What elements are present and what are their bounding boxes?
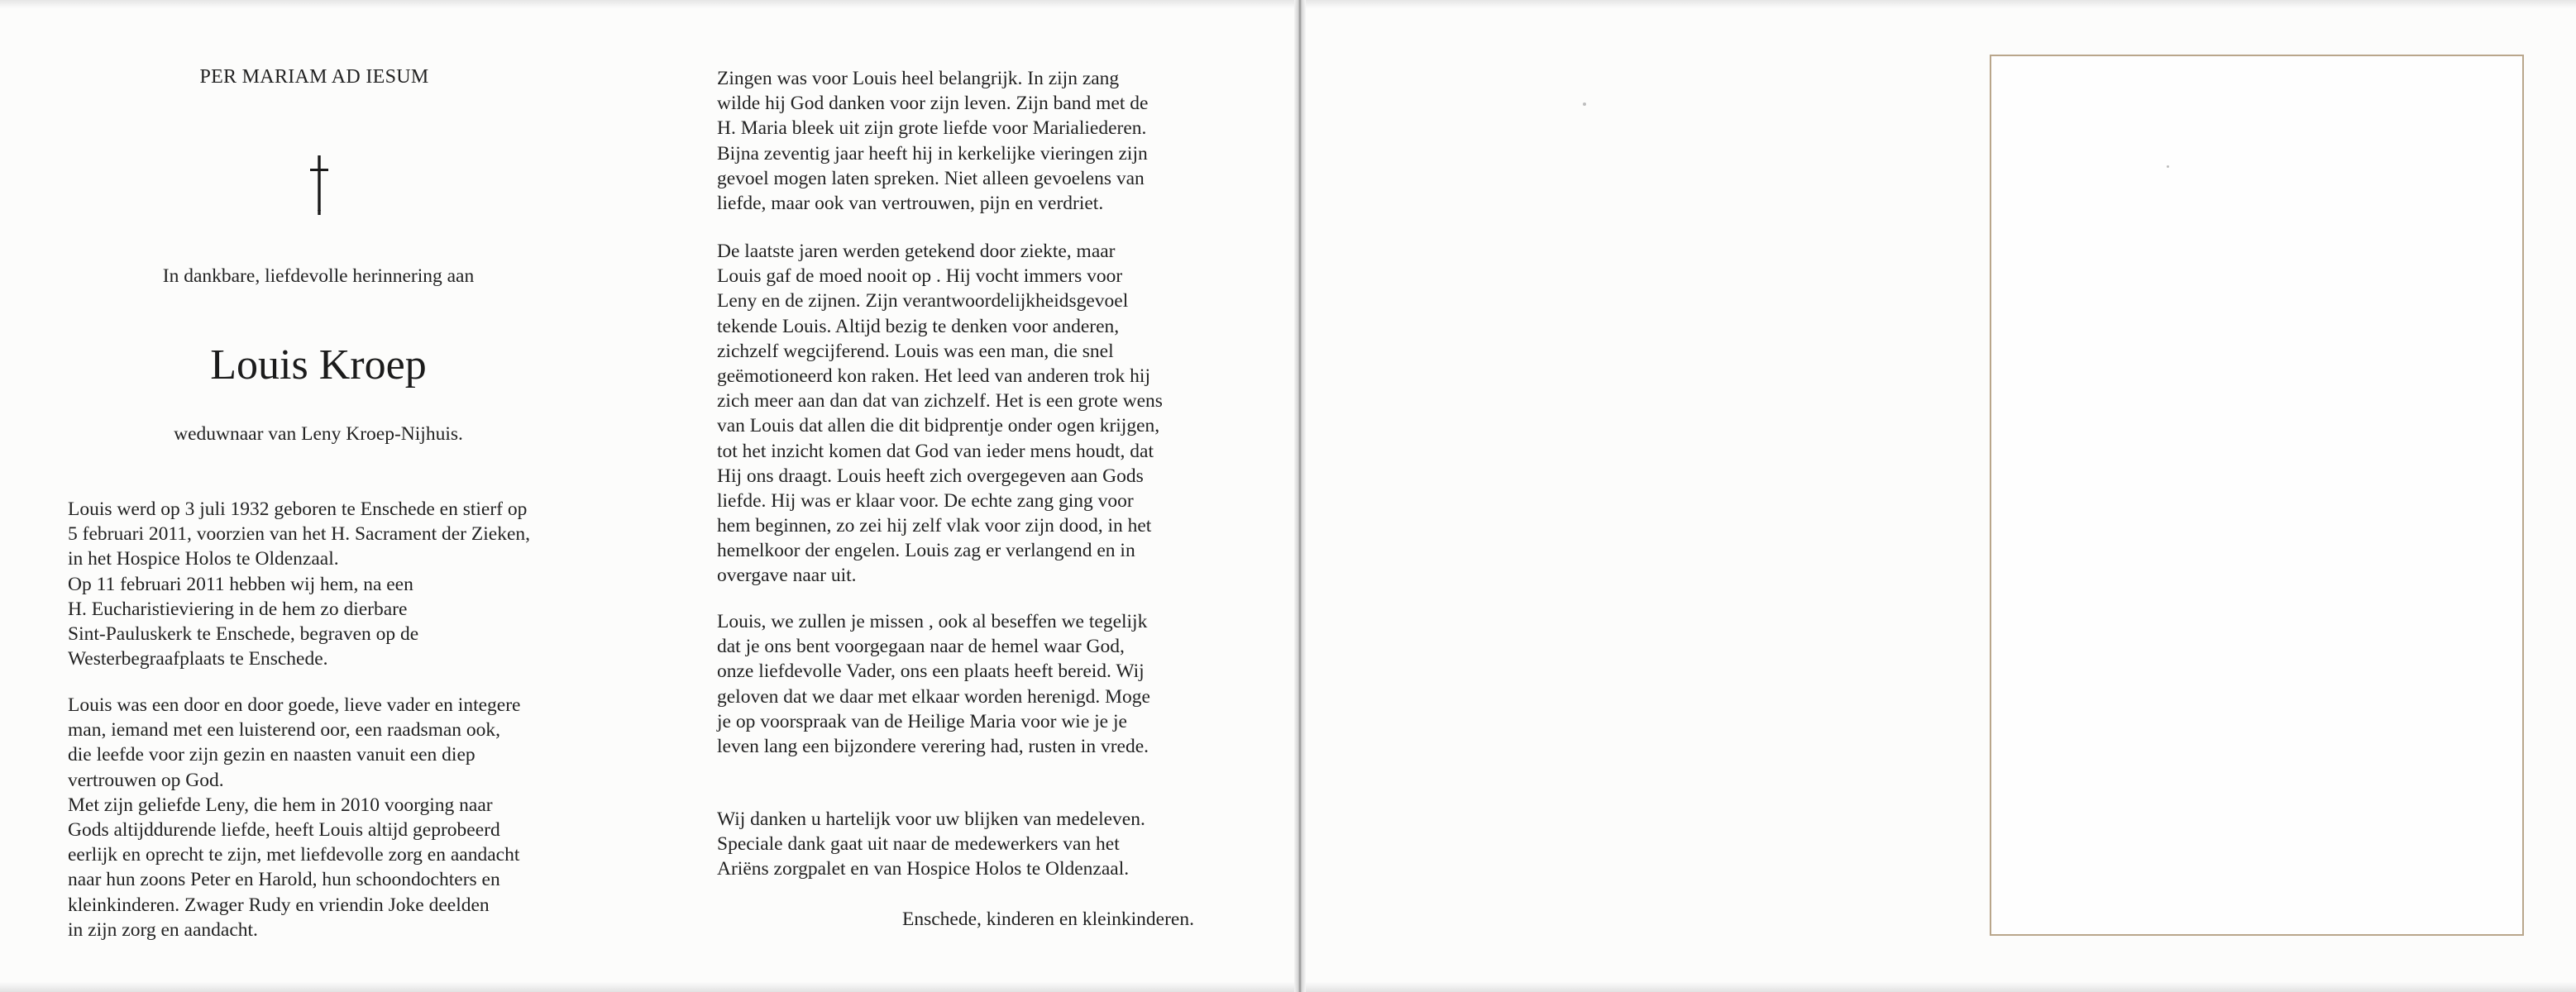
text-line: Louis werd op 3 juli 1932 geboren te Enschede en stierf op: [68, 498, 528, 520]
card-fold-crease: [1294, 0, 1306, 992]
text-line: Speciale dank gaat uit naar de medewerkers van het: [717, 833, 1120, 856]
text-line: Louis gaf de moed nooit op . Hij vocht immers voor: [717, 265, 1123, 288]
text-line: 5 februari 2011, voorzien van het H. Sacrament der Zieken,: [68, 523, 530, 546]
text-line: kleinkinderen. Zwager Rudy en vriendin Joke deelden: [68, 894, 490, 916]
text-line: Met zijn geliefde Leny, die hem in 2010 voorging naar: [68, 794, 493, 816]
text-line: je op voorspraak van de Heilige Maria voor wie je je: [717, 710, 1127, 732]
text-line: Leny en de zijnen. Zijn verantwoordelijkheidsgevoel: [717, 290, 1129, 312]
text-line: vertrouwen op God.: [68, 769, 224, 791]
text-line: tot het inzicht komen dat God van ieder mens houdt, dat: [717, 440, 1154, 462]
character-paragraph: [68, 693, 520, 942]
text-line: H. Eucharistieviering in de hem zo dierbare: [68, 598, 408, 620]
text-line: Bijna zeventig jaar heeft hij in kerkelijke vieringen zijn: [717, 142, 1148, 165]
text-line: Sint-Pauluskerk te Enschede, begraven op de: [68, 622, 419, 645]
dust-speck: [1583, 103, 1586, 106]
dust-speck: [2167, 165, 2169, 168]
text-line: zich meer aan dan dat van zichzelf. Het is een grote wens: [717, 390, 1163, 413]
text-line: dat je ons bent voorgegaan naar de hemel waar God,: [717, 636, 1125, 658]
text-line: wilde hij God danken voor zijn leven. Zijn band met de: [717, 93, 1149, 115]
text-line: liefde, maar ook van vertrouwen, pijn en verdriet.: [717, 192, 1104, 214]
empty-photo-frame: [1990, 55, 2524, 936]
latin-cross-icon: [307, 155, 332, 215]
text-line: van Louis dat allen die dit bidprentje onder ogen krijgen,: [717, 415, 1160, 437]
text-line: leven lang een bijzondere verering had, rusten in vrede.: [717, 735, 1149, 757]
text-line: Zingen was voor Louis heel belangrijk. In zijn zang: [717, 68, 1120, 89]
text-line: De laatste jaren werden getekend door ziekte, maar: [717, 241, 1116, 262]
scan-top-edge: [0, 0, 2576, 8]
text-line: in zijn zorg en aandacht.: [68, 918, 258, 941]
text-line: Hij ons draagt. Louis heeft zich overgegeven aan Gods: [717, 465, 1144, 487]
text-line: Wij danken u hartelijk voor uw blijken van medeleven.: [717, 808, 1145, 830]
text-line: Gods altijddurende liefde, heeft Louis altijd geprobeerd: [68, 818, 500, 841]
thanks-paragraph: [717, 807, 1145, 882]
text-line: liefde. Hij was er klaar voor. De echte zang ging voor: [717, 489, 1134, 512]
text-line: overgave naar uit.: [717, 565, 857, 587]
text-line: naar hun zoons Peter en Harold, hun schoondochters en: [68, 869, 500, 891]
text-line: Westerbegraafplaats te Enschede.: [68, 648, 328, 670]
text-line: eerlijk en oprecht te zijn, met liefdevolle zorg en aandacht: [68, 844, 520, 866]
scan-bottom-edge: [0, 982, 2576, 992]
text-line: man, iemand met een luisterend oor, een raadsman ook,: [68, 719, 501, 742]
widower-of-text: weduwnaar van Leny Kroep-Nijhuis.: [174, 423, 463, 445]
text-line: in het Hospice Holos te Oldenzaal.: [68, 548, 339, 570]
farewell-paragraph: [717, 609, 1150, 759]
text-line: onze liefdevolle Vader, ons een plaats heeft bereid. Wij: [717, 661, 1145, 683]
family-signature: Enschede, kinderen en kleinkinderen.: [901, 909, 1194, 930]
text-line: Ariëns zorgpalet en van Hospice Holos te Oldenzaal.: [717, 858, 1130, 880]
text-line: Louis, we zullen je missen , ook al beseffen we tegelijk: [717, 611, 1148, 632]
text-line: zichzelf wegcijferend. Louis was een man, die snel: [717, 340, 1114, 362]
text-line: tekende Louis. Altijd bezig te denken voor anderen,: [717, 315, 1120, 337]
illness-paragraph: [717, 239, 1163, 589]
text-line: geëmotioneerd kon raken. Het leed van anderen trok hij: [717, 365, 1150, 387]
text-line: Louis was een door en door goede, lieve vader en integere: [68, 694, 521, 716]
biography-paragraph: [68, 497, 530, 671]
latin-header: PER MARIAM AD IESUM: [199, 66, 429, 88]
text-line: die leefde voor zijn gezin en naasten vanuit een diep: [68, 744, 476, 766]
text-line: hemelkoor der engelen. Louis zag er verlangend en in: [717, 540, 1135, 562]
text-line: H. Maria bleek uit zijn grote liefde voor Marialiederen.: [717, 117, 1147, 140]
dedication-text: In dankbare, liefdevolle herinnering aan: [162, 265, 475, 287]
text-line: geloven dat we daar met elkaar worden herenigd. Moge: [717, 685, 1150, 708]
text-line: Op 11 februari 2011 hebben wij hem, na een: [68, 573, 413, 595]
singing-paragraph: [717, 66, 1148, 216]
text-line: gevoel mogen laten spreken. Niet alleen gevoelens van: [717, 167, 1145, 189]
deceased-name: Louis Kroep: [210, 341, 427, 389]
text-line: hem beginnen, zo zei hij zelf vlak voor zijn dood, in het: [717, 515, 1152, 537]
